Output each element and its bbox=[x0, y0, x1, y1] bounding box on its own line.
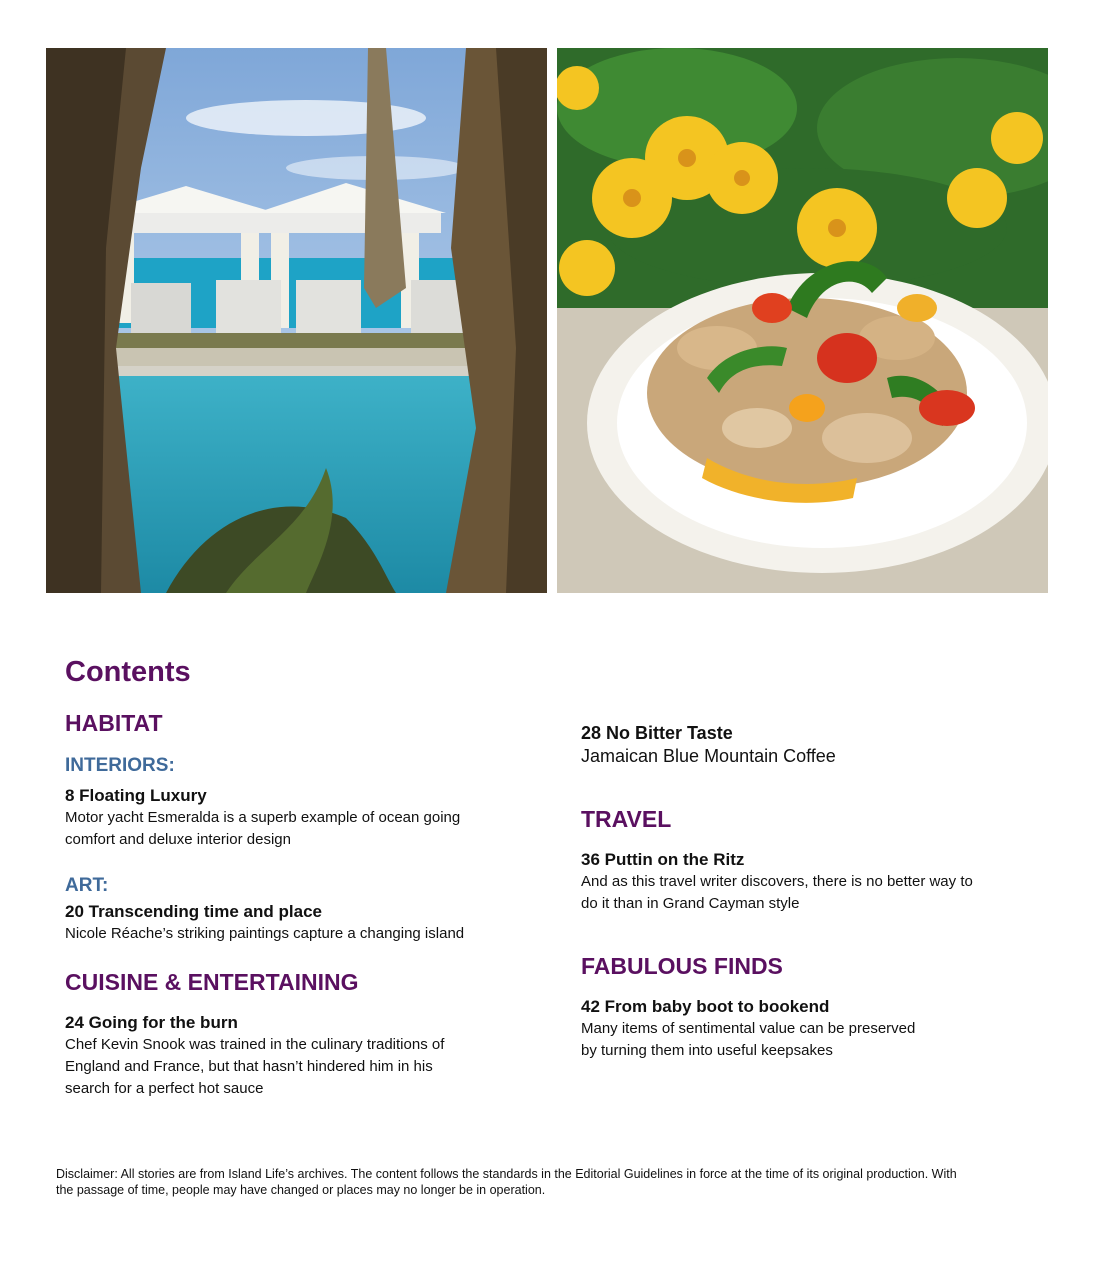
resort-pool-cabanas-photo bbox=[46, 48, 547, 593]
story-going-for-the-burn[interactable] bbox=[65, 1012, 535, 1100]
story-desc-line: do it than in Grand Cayman style bbox=[581, 895, 800, 912]
section-cuisine-title: CUISINE & ENTERTAINING bbox=[65, 969, 359, 995]
story-title: 28 No Bitter Taste bbox=[581, 723, 733, 743]
section-travel-title: TRAVEL bbox=[581, 806, 672, 832]
subsection-art-title: ART: bbox=[65, 875, 109, 896]
story-desc-line: comfort and deluxe interior design bbox=[65, 831, 291, 848]
story-puttin-on-the-ritz[interactable] bbox=[581, 849, 1051, 915]
story-desc-line: by turning them into useful keepsakes bbox=[581, 1042, 833, 1059]
section-habitat-title: HABITAT bbox=[65, 710, 163, 736]
story-transcending-time[interactable] bbox=[65, 901, 535, 945]
story-desc-line: Many items of sentimental value can be preserved bbox=[581, 1020, 916, 1037]
story-title: 36 Puttin on the Ritz bbox=[581, 850, 745, 869]
story-title: 24 Going for the burn bbox=[65, 1013, 238, 1032]
disclaimer-line: the passage of time, people may have changed or places may no longer be in operation. bbox=[56, 1183, 546, 1197]
story-title: 8 Floating Luxury bbox=[65, 786, 207, 805]
story-no-bitter-taste[interactable] bbox=[581, 722, 1051, 768]
pool-scene-illustration bbox=[46, 48, 547, 593]
food-scene-illustration bbox=[557, 48, 1048, 593]
story-desc-line: Motor yacht Esmeralda is a superb example of ocean going bbox=[65, 809, 461, 826]
story-desc-line: England and France, but that hasn’t hindered him in his bbox=[65, 1058, 433, 1075]
chicken-pepper-dish-photo bbox=[557, 48, 1048, 593]
story-desc-line: Nicole Réache’s striking paintings capture a changing island bbox=[65, 925, 465, 942]
story-desc-line: search for a perfect hot sauce bbox=[65, 1080, 264, 1097]
story-desc-line: And as this travel writer discovers, there is no better way to bbox=[581, 873, 973, 890]
story-title: 20 Transcending time and place bbox=[65, 902, 322, 921]
contents-left-column bbox=[65, 710, 535, 1100]
section-fabulous-finds-title: FABULOUS FINDS bbox=[581, 953, 783, 979]
contents-right-column bbox=[581, 722, 1051, 1062]
story-desc-line: Chef Kevin Snook was trained in the culinary traditions of bbox=[65, 1036, 445, 1053]
contents-title: Contents bbox=[65, 656, 191, 688]
story-baby-boot-to-bookend[interactable] bbox=[581, 996, 1051, 1062]
disclaimer-line: Disclaimer: All stories are from Island Life’s archives. The content follows the standards in the Editorial Guidelines in force at the time of its original production. With bbox=[56, 1167, 957, 1181]
story-desc: Jamaican Blue Mountain Coffee bbox=[581, 746, 836, 766]
story-title: 42 From baby boot to bookend bbox=[581, 997, 830, 1016]
story-floating-luxury[interactable] bbox=[65, 785, 535, 851]
subsection-interiors-title: INTERIORS: bbox=[65, 755, 175, 776]
disclaimer bbox=[56, 1166, 1056, 1198]
